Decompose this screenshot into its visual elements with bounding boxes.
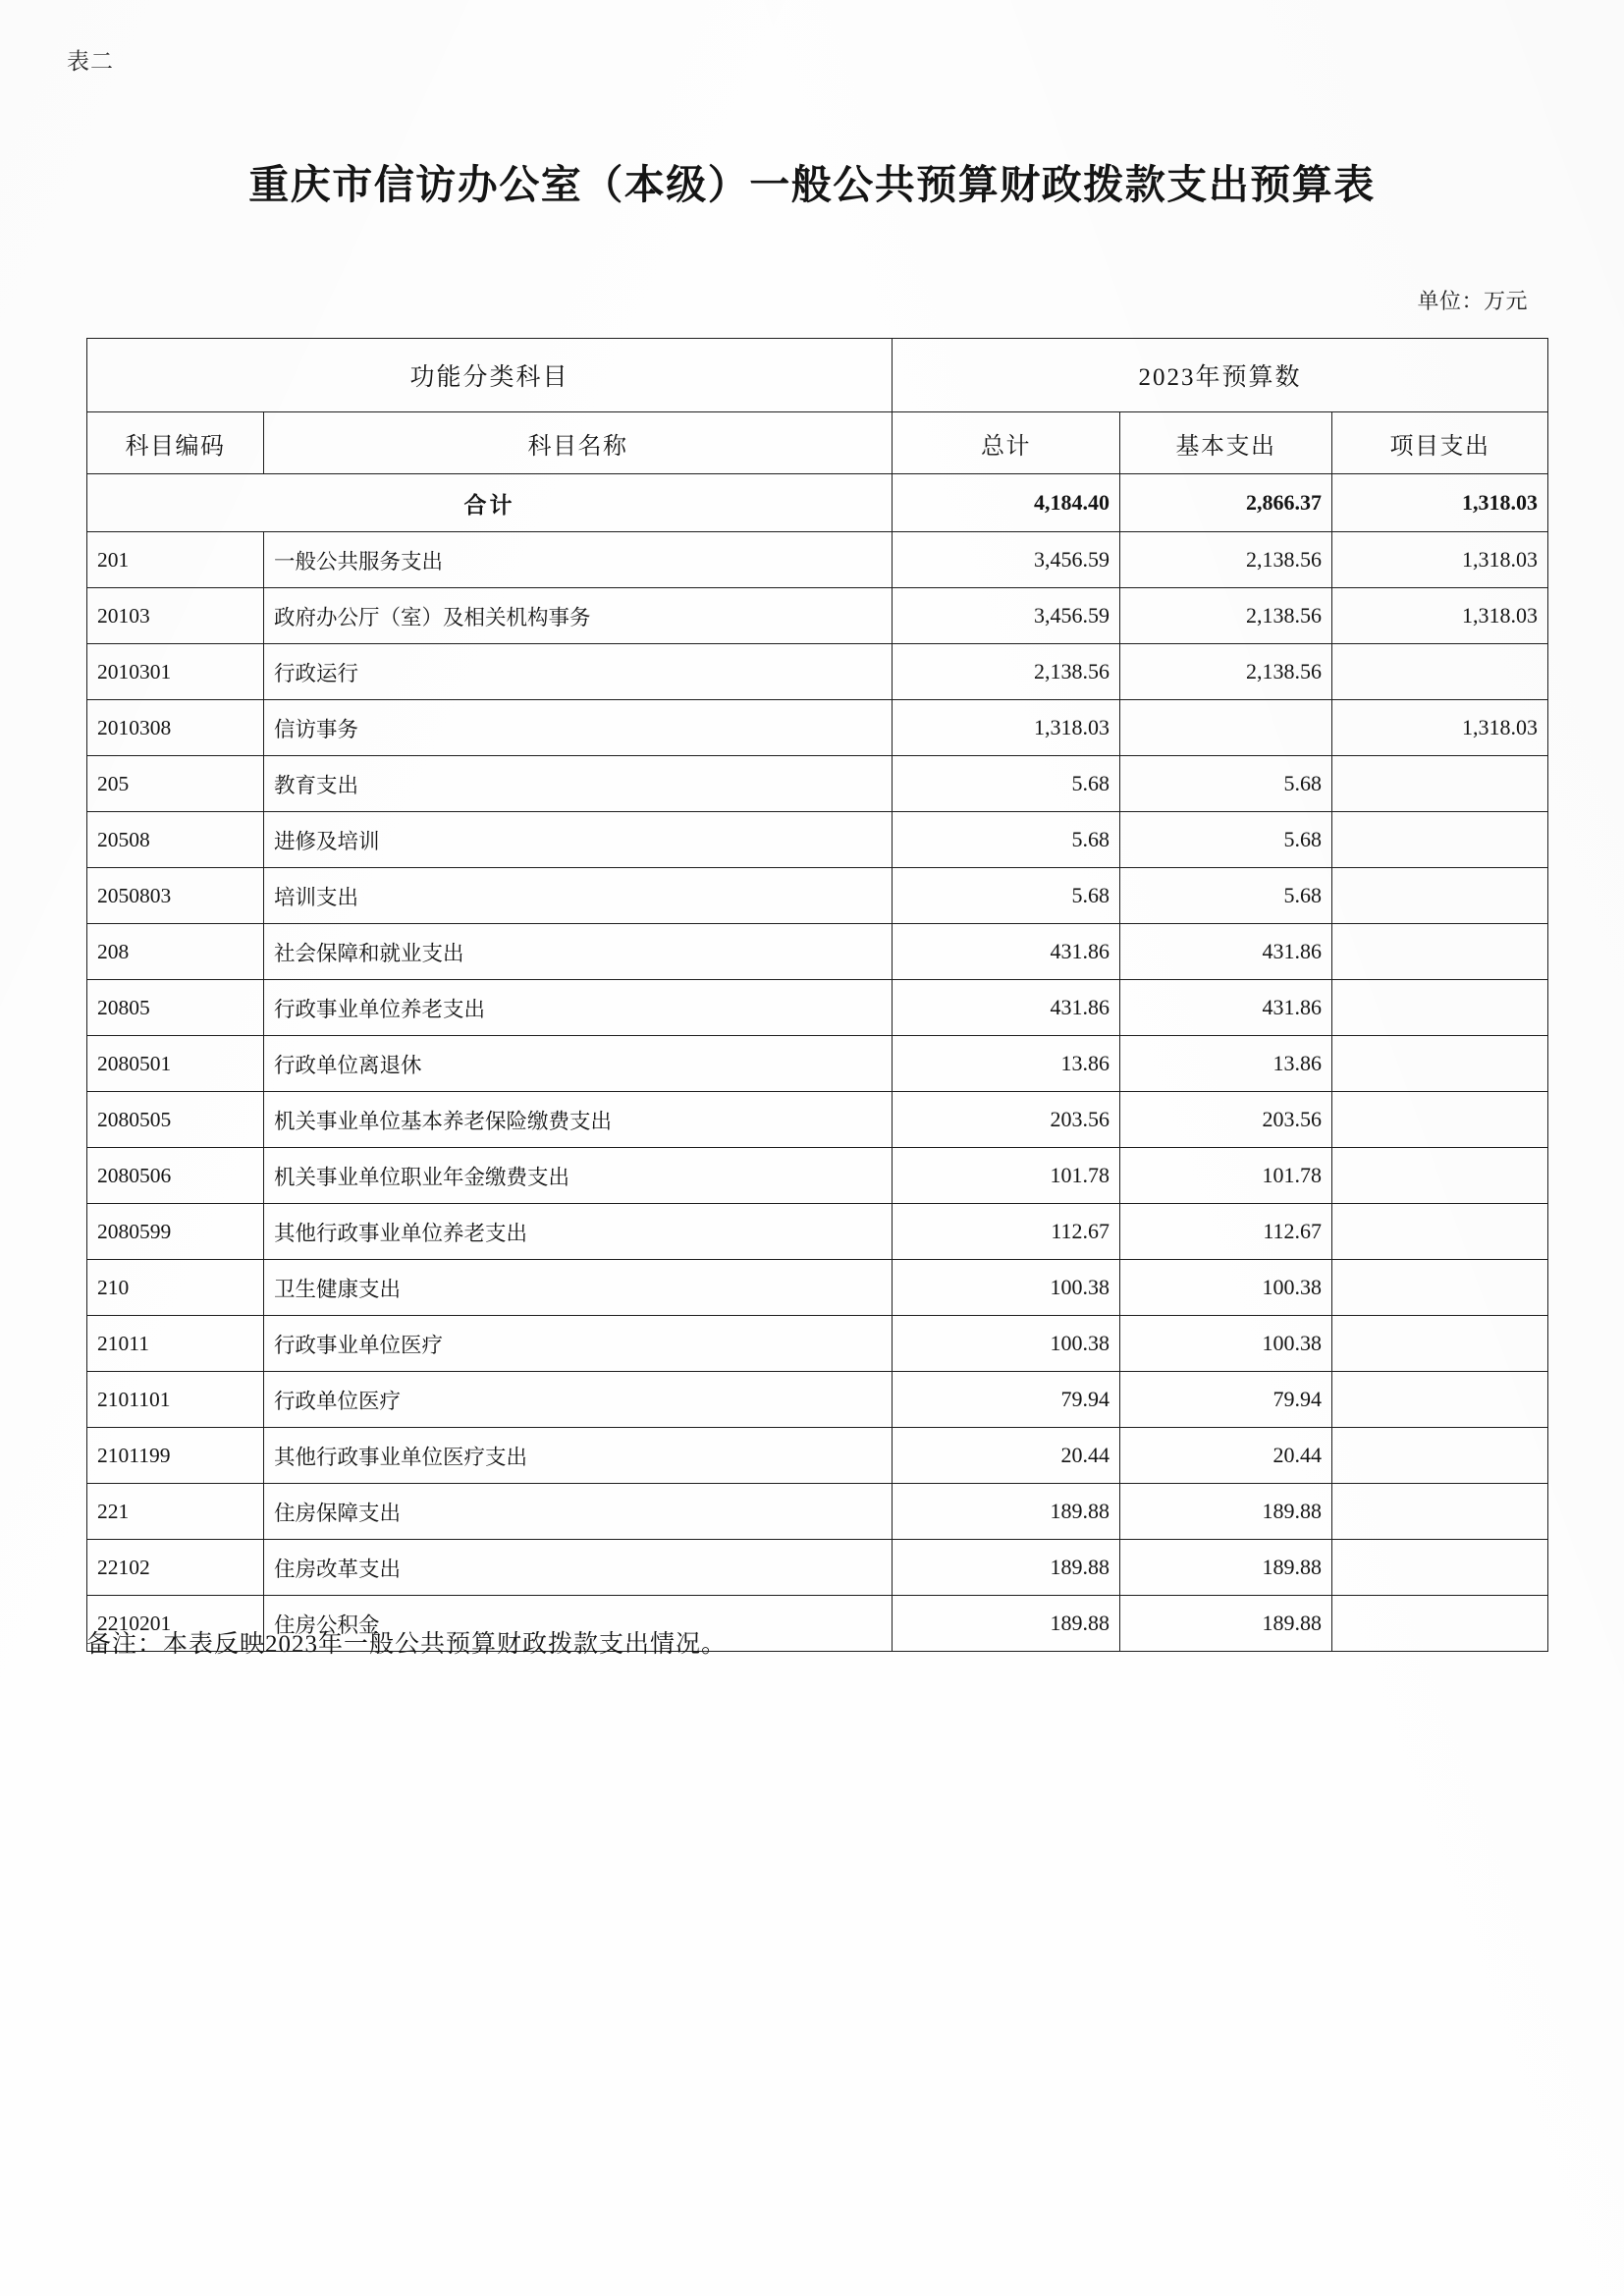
table-row (87, 532, 1548, 588)
cell-code: 210 (87, 1260, 264, 1316)
cell-code: 201 (87, 532, 264, 588)
cell-name: 卫生健康支出 (264, 1260, 893, 1316)
cell-name: 教育支出 (264, 756, 893, 812)
cell-name: 机关事业单位职业年金缴费支出 (264, 1148, 893, 1204)
cell-basic: 2,138.56 (1120, 588, 1332, 644)
budget-table (86, 338, 1548, 1652)
cell-total: 13.86 (893, 1036, 1120, 1092)
cell-code: 20508 (87, 812, 264, 868)
total-project: 1,318.03 (1332, 474, 1548, 532)
cell-basic: 5.68 (1120, 756, 1332, 812)
cell-code: 2080506 (87, 1148, 264, 1204)
cell-basic: 101.78 (1120, 1148, 1332, 1204)
cell-name: 行政单位离退休 (264, 1036, 893, 1092)
cell-name: 住房公积金 (264, 1596, 893, 1652)
cell-project: 1,318.03 (1332, 588, 1548, 644)
cell-code: 2010308 (87, 700, 264, 756)
table-header (87, 339, 1548, 474)
page-title: 重庆市信访办公室（本级）一般公共预算财政拨款支出预算表 (248, 162, 1376, 207)
table-row (87, 1316, 1548, 1372)
cell-total: 5.68 (893, 812, 1120, 868)
cell-project (1332, 1204, 1548, 1260)
header-col-code: 科目编码 (87, 412, 264, 474)
cell-total: 112.67 (893, 1204, 1120, 1260)
table-row (87, 1260, 1548, 1316)
cell-basic: 100.38 (1120, 1260, 1332, 1316)
cell-name: 行政事业单位医疗 (264, 1316, 893, 1372)
cell-code: 20805 (87, 980, 264, 1036)
cell-total: 2,138.56 (893, 644, 1120, 700)
cell-code: 2101101 (87, 1372, 264, 1428)
cell-total: 79.94 (893, 1372, 1120, 1428)
total-basic: 2,866.37 (1120, 474, 1332, 532)
header-col-basic: 基本支出 (1120, 412, 1332, 474)
cell-basic: 431.86 (1120, 980, 1332, 1036)
table-row (87, 868, 1548, 924)
cell-name: 进修及培训 (264, 812, 893, 868)
cell-total: 100.38 (893, 1260, 1120, 1316)
cell-basic: 100.38 (1120, 1316, 1332, 1372)
header-col-project: 项目支出 (1332, 412, 1548, 474)
cell-basic: 189.88 (1120, 1596, 1332, 1652)
header-functional-classification: 功能分类科目 (87, 339, 893, 412)
cell-total: 5.68 (893, 868, 1120, 924)
cell-total: 1,318.03 (893, 700, 1120, 756)
table-row-total (87, 474, 1548, 532)
table-row (87, 588, 1548, 644)
cell-basic: 2,138.56 (1120, 532, 1332, 588)
table-row (87, 1148, 1548, 1204)
header-group-row (87, 339, 1548, 412)
cell-name: 行政事业单位养老支出 (264, 980, 893, 1036)
cell-code: 221 (87, 1484, 264, 1540)
cell-total: 431.86 (893, 924, 1120, 980)
cell-code: 2210201 (87, 1596, 264, 1652)
cell-code: 2010301 (87, 644, 264, 700)
table-row (87, 924, 1548, 980)
cell-total: 189.88 (893, 1596, 1120, 1652)
cell-name: 社会保障和就业支出 (264, 924, 893, 980)
cell-basic: 2,138.56 (1120, 644, 1332, 700)
cell-project (1332, 1484, 1548, 1540)
cell-project (1332, 1540, 1548, 1596)
cell-project (1332, 756, 1548, 812)
sheet-label: 表二 (67, 49, 114, 74)
cell-code: 21011 (87, 1316, 264, 1372)
cell-name: 其他行政事业单位养老支出 (264, 1204, 893, 1260)
cell-code: 20103 (87, 588, 264, 644)
cell-project (1332, 1372, 1548, 1428)
cell-basic: 5.68 (1120, 868, 1332, 924)
cell-name: 住房改革支出 (264, 1540, 893, 1596)
cell-code: 208 (87, 924, 264, 980)
cell-total: 20.44 (893, 1428, 1120, 1484)
cell-total: 189.88 (893, 1484, 1120, 1540)
cell-basic: 20.44 (1120, 1428, 1332, 1484)
cell-total: 5.68 (893, 756, 1120, 812)
cell-project (1332, 1316, 1548, 1372)
cell-total: 203.56 (893, 1092, 1120, 1148)
table-row (87, 1092, 1548, 1148)
cell-name: 政府办公厅（室）及相关机构事务 (264, 588, 893, 644)
table-row (87, 1036, 1548, 1092)
cell-basic: 189.88 (1120, 1540, 1332, 1596)
cell-project (1332, 1036, 1548, 1092)
table-row (87, 1204, 1548, 1260)
cell-project: 1,318.03 (1332, 532, 1548, 588)
table-row (87, 756, 1548, 812)
cell-total: 3,456.59 (893, 588, 1120, 644)
cell-code: 2080505 (87, 1092, 264, 1148)
cell-basic: 5.68 (1120, 812, 1332, 868)
table-row (87, 1540, 1548, 1596)
header-sub-row (87, 412, 1548, 474)
cell-basic: 112.67 (1120, 1204, 1332, 1260)
unit-note: 单位：万元 (1417, 289, 1528, 313)
cell-basic: 189.88 (1120, 1484, 1332, 1540)
total-label: 合计 (87, 474, 893, 532)
cell-project (1332, 644, 1548, 700)
cell-project (1332, 1260, 1548, 1316)
table-row (87, 644, 1548, 700)
cell-total: 189.88 (893, 1540, 1120, 1596)
cell-total: 101.78 (893, 1148, 1120, 1204)
table-row (87, 980, 1548, 1036)
table-row (87, 812, 1548, 868)
cell-project (1332, 1092, 1548, 1148)
cell-project (1332, 812, 1548, 868)
cell-basic: 203.56 (1120, 1092, 1332, 1148)
cell-basic: 13.86 (1120, 1036, 1332, 1092)
cell-project (1332, 924, 1548, 980)
cell-code: 2080501 (87, 1036, 264, 1092)
cell-code: 2050803 (87, 868, 264, 924)
header-budget-year: 2023年预算数 (893, 339, 1548, 412)
cell-project: 1,318.03 (1332, 700, 1548, 756)
table-row (87, 1372, 1548, 1428)
cell-name: 信访事务 (264, 700, 893, 756)
cell-total: 100.38 (893, 1316, 1120, 1372)
table-row (87, 1428, 1548, 1484)
cell-code: 2080599 (87, 1204, 264, 1260)
cell-basic (1120, 700, 1332, 756)
header-col-name: 科目名称 (264, 412, 893, 474)
cell-name: 培训支出 (264, 868, 893, 924)
table-body (87, 474, 1548, 1652)
cell-name: 一般公共服务支出 (264, 532, 893, 588)
header-col-total: 总计 (893, 412, 1120, 474)
cell-project (1332, 868, 1548, 924)
table-row (87, 700, 1548, 756)
cell-code: 2101199 (87, 1428, 264, 1484)
cell-name: 机关事业单位基本养老保险缴费支出 (264, 1092, 893, 1148)
cell-project (1332, 1596, 1548, 1652)
footnote: 备注：本表反映2023年一般公共预算财政拨款支出情况。 (86, 1631, 728, 1658)
cell-project (1332, 980, 1548, 1036)
cell-name: 行政单位医疗 (264, 1372, 893, 1428)
cell-project (1332, 1148, 1548, 1204)
cell-total: 431.86 (893, 980, 1120, 1036)
cell-project (1332, 1428, 1548, 1484)
cell-basic: 431.86 (1120, 924, 1332, 980)
cell-name: 行政运行 (264, 644, 893, 700)
cell-name: 其他行政事业单位医疗支出 (264, 1428, 893, 1484)
cell-name: 住房保障支出 (264, 1484, 893, 1540)
cell-total: 3,456.59 (893, 532, 1120, 588)
table-row (87, 1484, 1548, 1540)
cell-basic: 79.94 (1120, 1372, 1332, 1428)
cell-code: 205 (87, 756, 264, 812)
cell-code: 22102 (87, 1540, 264, 1596)
total-total: 4,184.40 (893, 474, 1120, 532)
